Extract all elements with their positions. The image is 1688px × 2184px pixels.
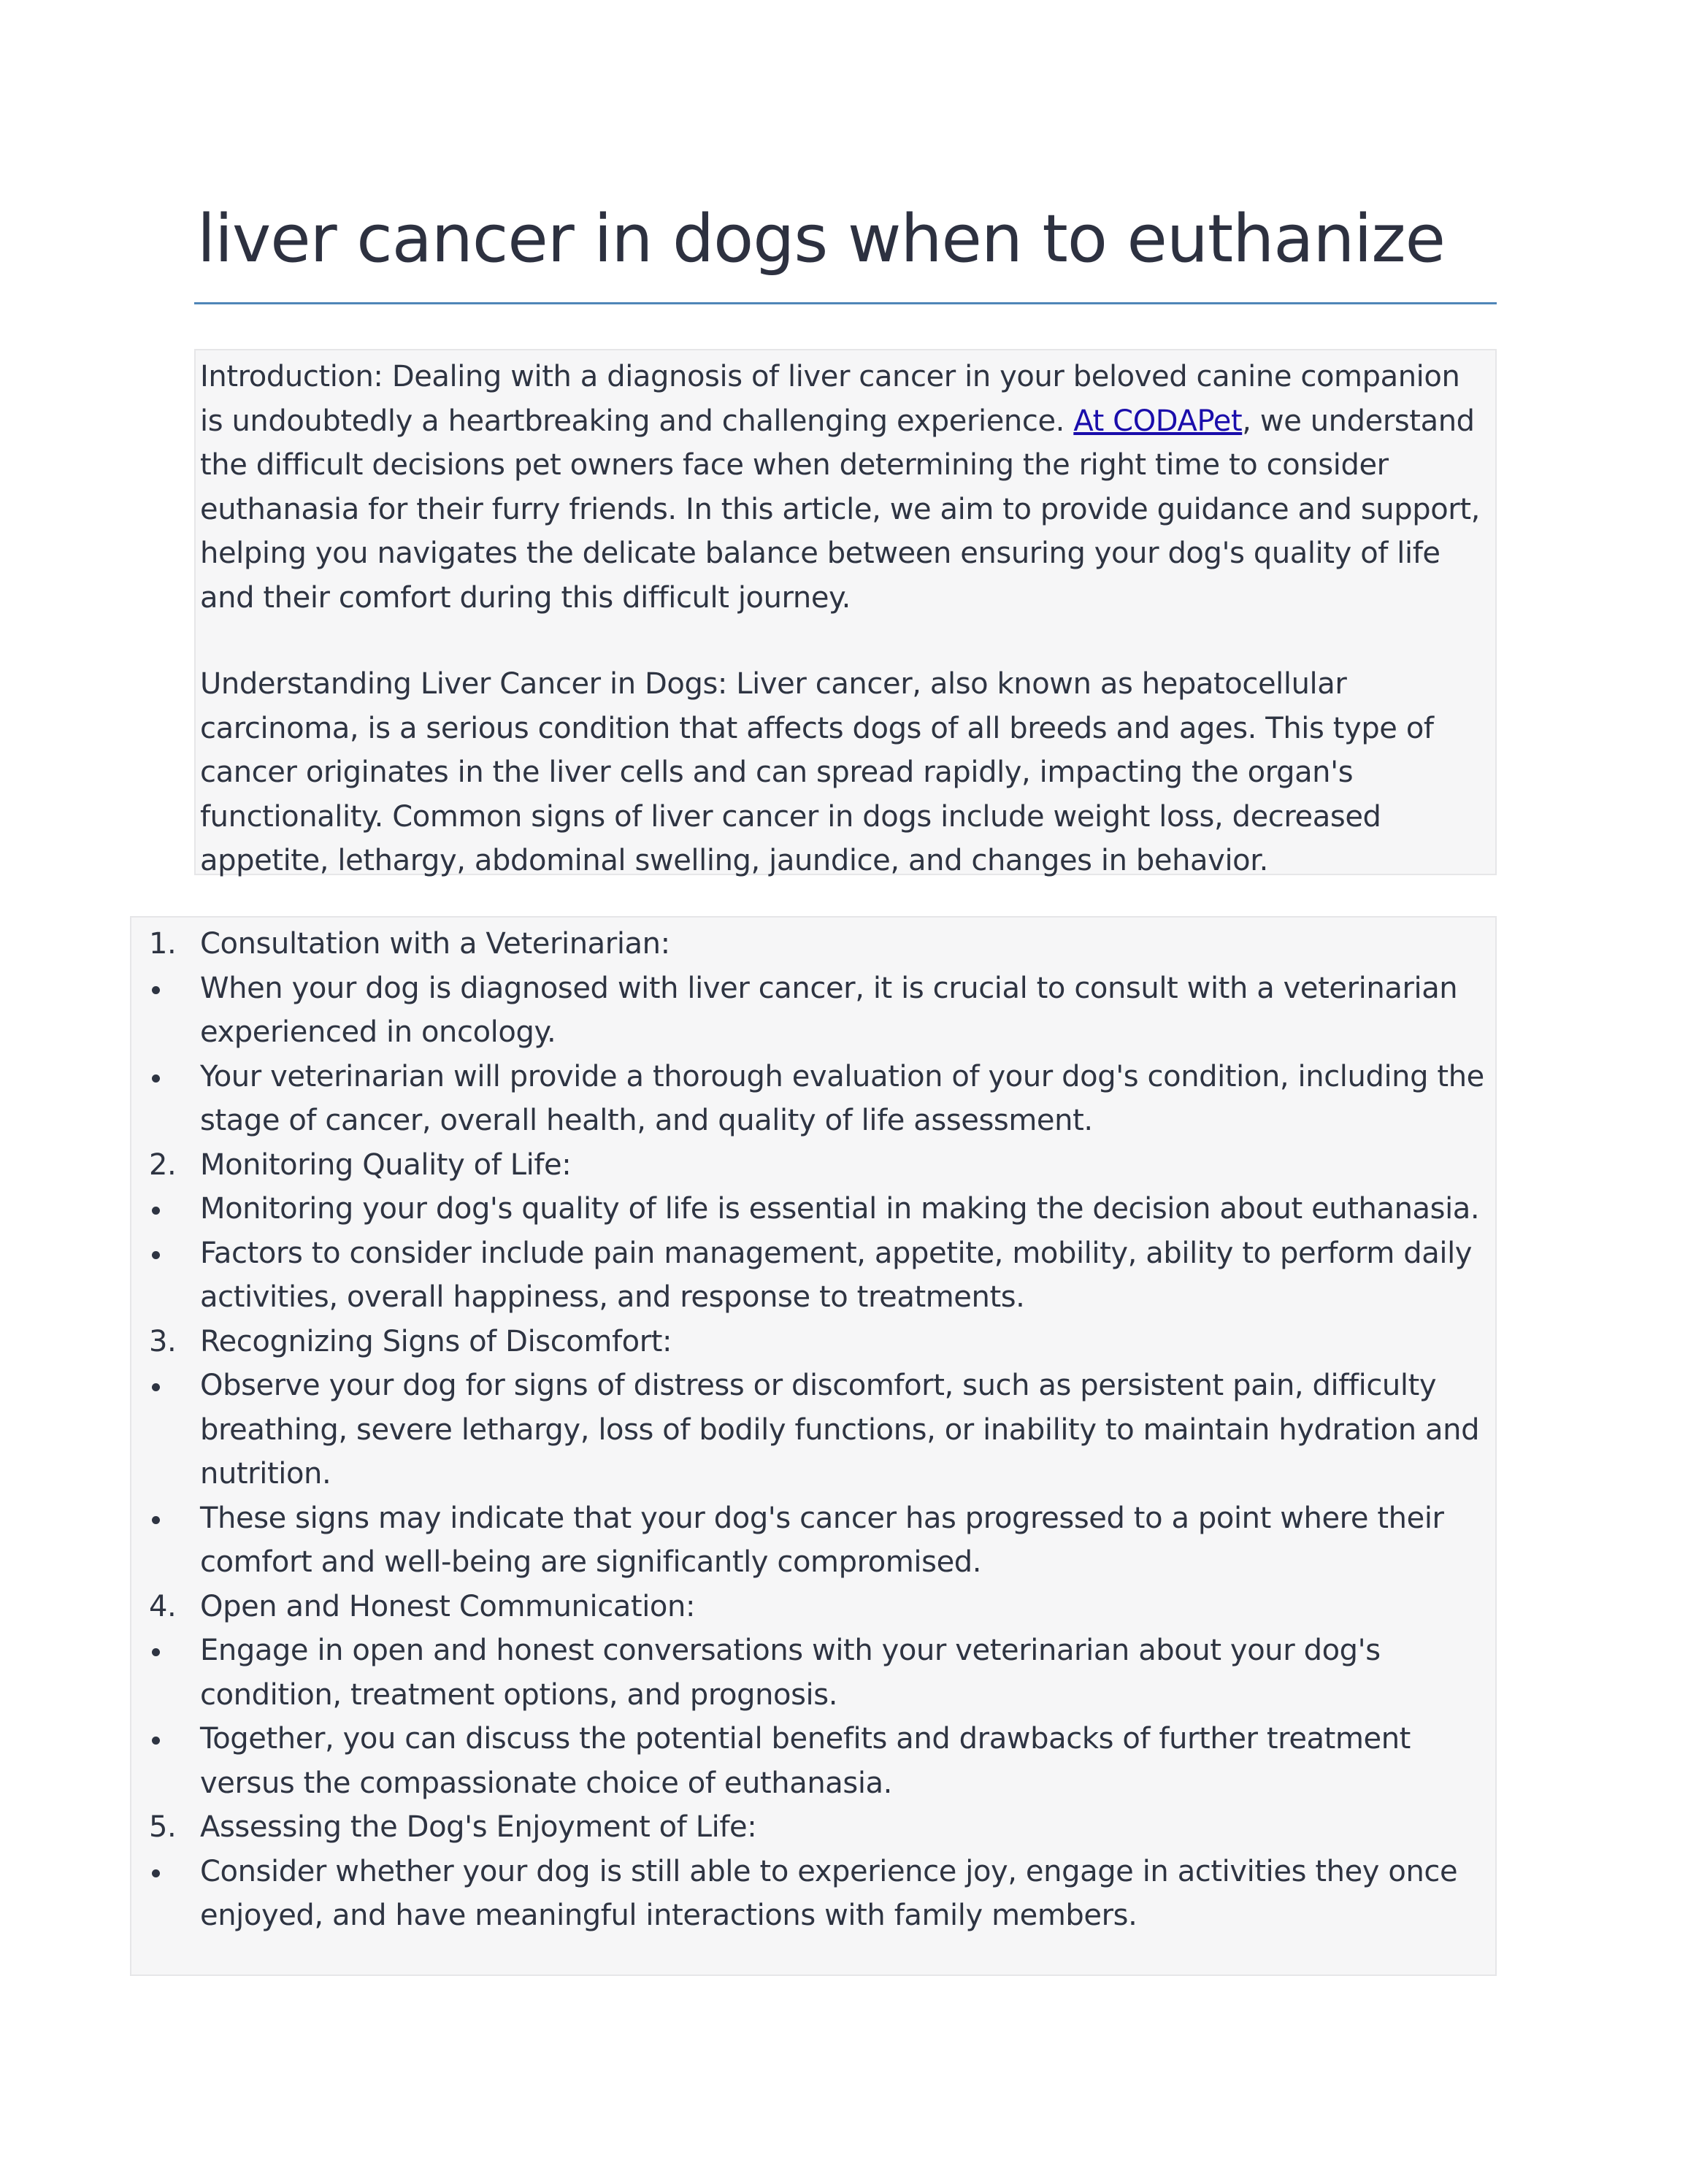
list-item-text: Your veterinarian will provide a thorough evaluation of your dog's condition, including the stage of cancer, overall health, and quality of life assessment. xyxy=(200,1059,1484,1137)
list-item xyxy=(131,1850,1486,1938)
list-item xyxy=(131,1364,1486,1496)
list-item xyxy=(131,966,1486,1055)
list-item xyxy=(131,1231,1486,1320)
bullet-icon xyxy=(152,1869,160,1877)
list-item-text: Consultation with a Veterinarian: xyxy=(200,927,670,961)
bullet-icon xyxy=(152,1074,160,1083)
list-item xyxy=(131,1320,1486,1364)
list-item-text: Monitoring your dog's quality of life is essential in making the decision about euthanasia. xyxy=(200,1192,1480,1226)
list-item-text: Together, you can discuss the potential benefits and drawbacks of further treatment versus the compassionate choice of euthanasia. xyxy=(200,1722,1411,1800)
list-item-text: Engage in open and honest conversations with your veterinarian about your dog's condition, treatment options, and prognosis. xyxy=(200,1634,1381,1712)
list-item xyxy=(131,1805,1486,1850)
list-item xyxy=(131,1496,1486,1585)
intro-text-start: Introduction: Dealing with a diagnosis of liver cancer in your beloved canine companion is undoubtedly a heartbreaking and challenging experience. xyxy=(200,360,1460,438)
list-item xyxy=(131,1717,1486,1805)
list-item xyxy=(131,1629,1486,1717)
list-item-text: Monitoring Quality of Life: xyxy=(200,1147,572,1182)
list-item-text: These signs may indicate that your dog's cancer has progressed to a point where their comfort and well-being are significantly compromised. xyxy=(200,1501,1444,1579)
bullet-icon xyxy=(152,986,160,994)
bullet-icon xyxy=(152,1207,160,1215)
title-divider xyxy=(194,302,1497,304)
list-number: 3. xyxy=(149,1324,177,1358)
understanding-paragraph: Understanding Liver Cancer in Dogs: Liver cancer, also known as hepatocellular carcinoma, is a serious condition that affects dogs of all breeds and ages. This type of cancer originates in the liver cells and can spread rapidly, impacting the organ's functionality. Common signs of liver cancer in dogs include weight loss, decreased appetite, lethargy, abdominal swelling, jaundice, and changes in behavior. xyxy=(200,667,1434,877)
list-number: 2. xyxy=(149,1147,177,1182)
list-item xyxy=(131,1585,1486,1629)
list-item xyxy=(131,1187,1486,1231)
list-item-text: When your dog is diagnosed with liver cancer, it is crucial to consult with a veterinarian experienced in oncology. xyxy=(200,971,1458,1049)
list-item xyxy=(131,1143,1486,1188)
list-number: 4. xyxy=(149,1589,177,1623)
list-item-text: Open and Honest Communication: xyxy=(200,1589,696,1623)
list-item-text: Observe your dog for signs of distress or discomfort, such as persistent pain, difficulty breathing, severe lethargy, loss of bodily functions, or inability to maintain hydration and nutrition. xyxy=(200,1369,1480,1491)
bullet-icon xyxy=(152,1383,160,1391)
list-item-text: Consider whether your dog is still able to experience joy, engage in activities they once enjoyed, and have meaningful interactions with family members. xyxy=(200,1854,1458,1932)
page-title: liver cancer in dogs when to euthanize xyxy=(197,201,1446,277)
guidance-list-section xyxy=(130,916,1497,1976)
intro-section xyxy=(194,349,1497,875)
bullet-icon xyxy=(152,1516,160,1524)
list-number: 5. xyxy=(149,1810,177,1844)
intro-text-end: , we understand the difficult decisions pet owners face when determining the right time to consider euthanasia for their furry friends. In this article, we aim to provide guidance and support, helping you navigates the delicate balance between ensuring your dog's quality of life and their comfort during this difficult journey. xyxy=(200,404,1480,615)
codapet-link[interactable]: At CODAPet xyxy=(1073,404,1243,438)
bullet-icon xyxy=(152,1737,160,1745)
bullet-icon xyxy=(152,1251,160,1259)
list-item-text: Factors to consider include pain management, appetite, mobility, ability to perform daily activities, overall happiness, and response to treatments. xyxy=(200,1236,1473,1314)
list-number: 1. xyxy=(149,927,177,961)
list-item xyxy=(131,922,1486,966)
intro-paragraph xyxy=(200,355,1485,620)
list-item xyxy=(131,1055,1486,1143)
list-item-text: Assessing the Dog's Enjoyment of Life: xyxy=(200,1810,757,1844)
list-item-text: Recognizing Signs of Discomfort: xyxy=(200,1324,672,1358)
bullet-icon xyxy=(152,1648,160,1656)
